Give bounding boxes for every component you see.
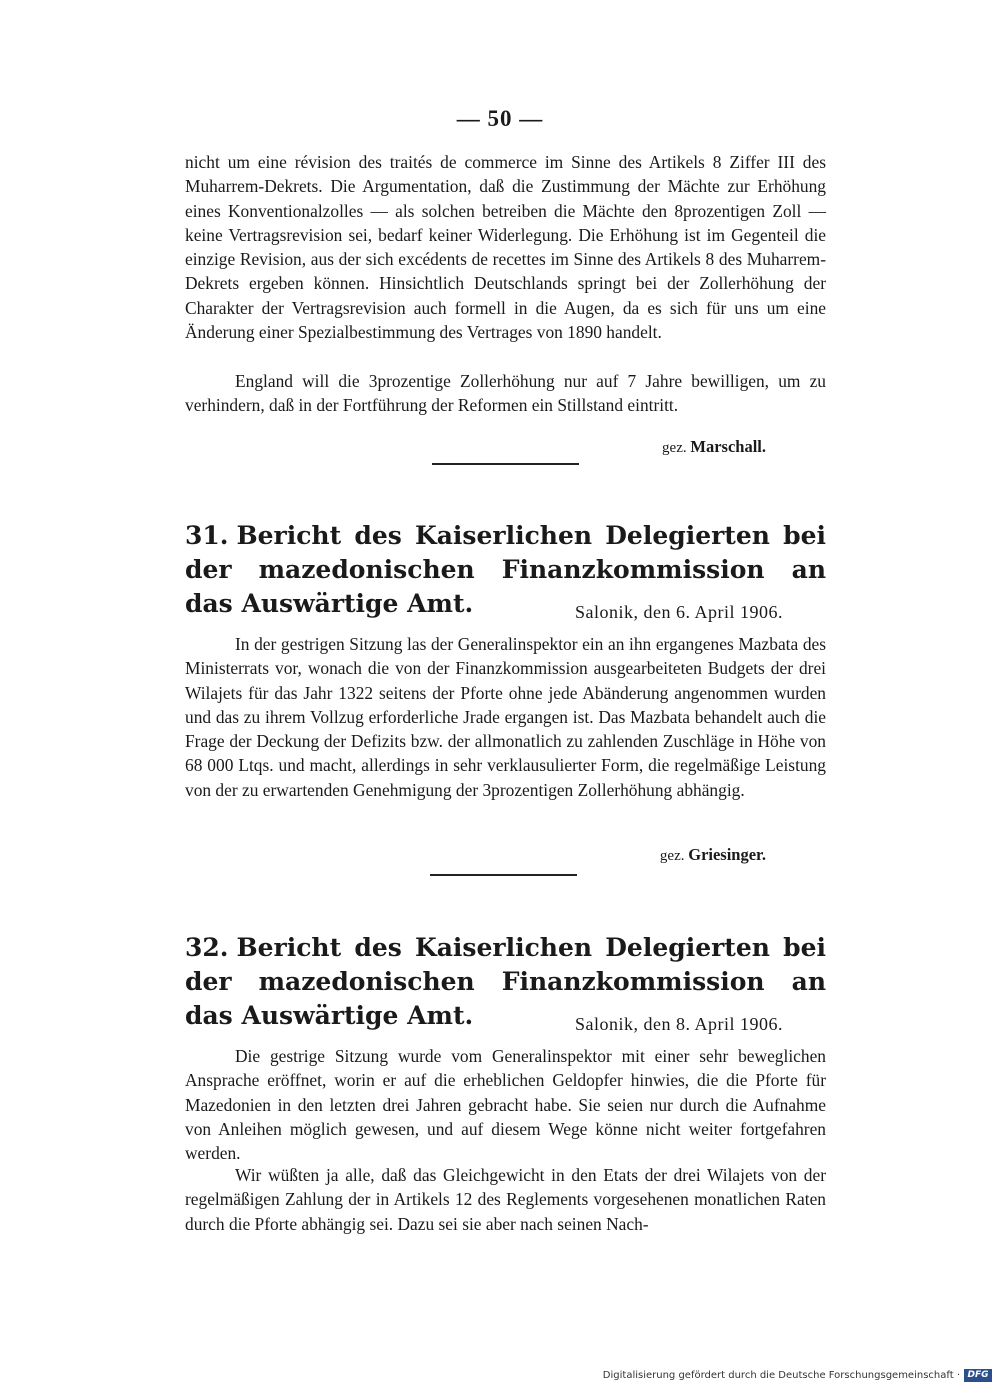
section-divider [430, 874, 577, 876]
footer-credit: Digitalisierung gefördert durch die Deutsche Forschungsgemeinschaft · [602, 1369, 960, 1381]
dfg-logo: DFG [964, 1369, 992, 1382]
document-32-paragraph-2: Wir wüßten ja alle, daß das Gleichgewicht in den Etats der drei Wilajets von der regelmäßigen Zahlung der in Artikels 12 des Reglements vorgesehenen monatlichen Raten durch die Pforte abhängig sei. Dazu sei sie aber nach seinen Nach- [185, 1165, 826, 1234]
signature-name: Griesinger. [688, 845, 766, 864]
signature-prefix: gez. [659, 848, 685, 864]
continuation-paragraph-1: nicht um eine révision des traités de commerce im Sinne des Artikels 8 Ziffer III des Muharrem-Dekrets. Die Argumentation, daß die Zustimmung der Mächte zur Erhöhung eines Konventionalzolles — als solchen betreiben die Mächte den 8prozentigen Zoll — keine Vertragsrevision sei, bedarf keiner Widerlegung. Die Erhöhung ist im Gegenteil die einzige Revision, aus der sich excédents de recettes im Sinne des Artikels 8 des Muharrem-Dekrets ergeben können. Hinsichtlich Deutschlands springt bei der Zollerhöhung der Charakter der Vertragsrevision auch formell in die Augen, da es sich für uns um eine Änderung einer Spezialbestimmung des Vertrages von 1890 handelt. [185, 152, 826, 343]
document-32-place-date: Salonik, den 8. April 1906. [575, 1014, 783, 1034]
signature-marschall [662, 437, 766, 457]
signature-griesinger [660, 845, 766, 865]
signature-name: Marschall. [690, 437, 766, 456]
document-number: 32. [185, 933, 229, 962]
continuation-paragraph-2: England will die 3prozentige Zollerhöhung nur auf 7 Jahre bewilligen, um zu verhindern, daß in der Fortführung der Reformen ein Stillstand eintritt. [185, 371, 826, 416]
signature-prefix: gez. [662, 440, 687, 456]
document-32-paragraph-1: Die gestrige Sitzung wurde vom Generalinspektor mit einer sehr beweglichen Ansprache eröffnet, worin er auf die erheblichen Geldopfer hinwies, die die Pforte für Mazedonien in den letzten drei Jahren gebracht habe. Sie seien nur durch die Aufnahme von Anleihen möglich gewesen, und auf diesem Wege könne nicht weiter fortgefahren werden. [185, 1046, 826, 1164]
document-31-paragraph-1: In der gestrigen Sitzung las der Generalinspektor ein an ihn ergangenes Mazbata des Ministerrats vor, wonach die von der Finanzkommission ausgearbeiteten Budgets der drei Wilajets für das Jahr 1322 seitens der Pforte ohne jede Abänderung angenommen wurden und das zu ihrem Vollzug erforderliche Jrade ergangen ist. Das Mazbata behandelt auch die Frage der Deckung der Defizits bzw. der allmonatlich zu zahlenden Zuschläge in Höhe von 68 000 Ltqs. und macht, allerdings in sehr verklausulierter Form, die regelmäßige Leistung von der zu erwartenden Genehmigung der 3prozentigen Zollerhöhung abhängig. [185, 634, 826, 800]
document-title: Bericht des Kaiserlichen Delegierten bei der mazedonischen Finanzkommission an das Auswärtige Amt. [185, 521, 826, 618]
document-number: 31. [185, 521, 229, 550]
section-divider [432, 463, 579, 465]
document-title: Bericht des Kaiserlichen Delegierten bei der mazedonischen Finanzkommission an das Auswärtige Amt. [185, 933, 826, 1030]
page-number: — 50 — [456, 106, 544, 131]
document-31-place-date: Salonik, den 6. April 1906. [575, 602, 783, 622]
digitization-footer [603, 1368, 992, 1382]
